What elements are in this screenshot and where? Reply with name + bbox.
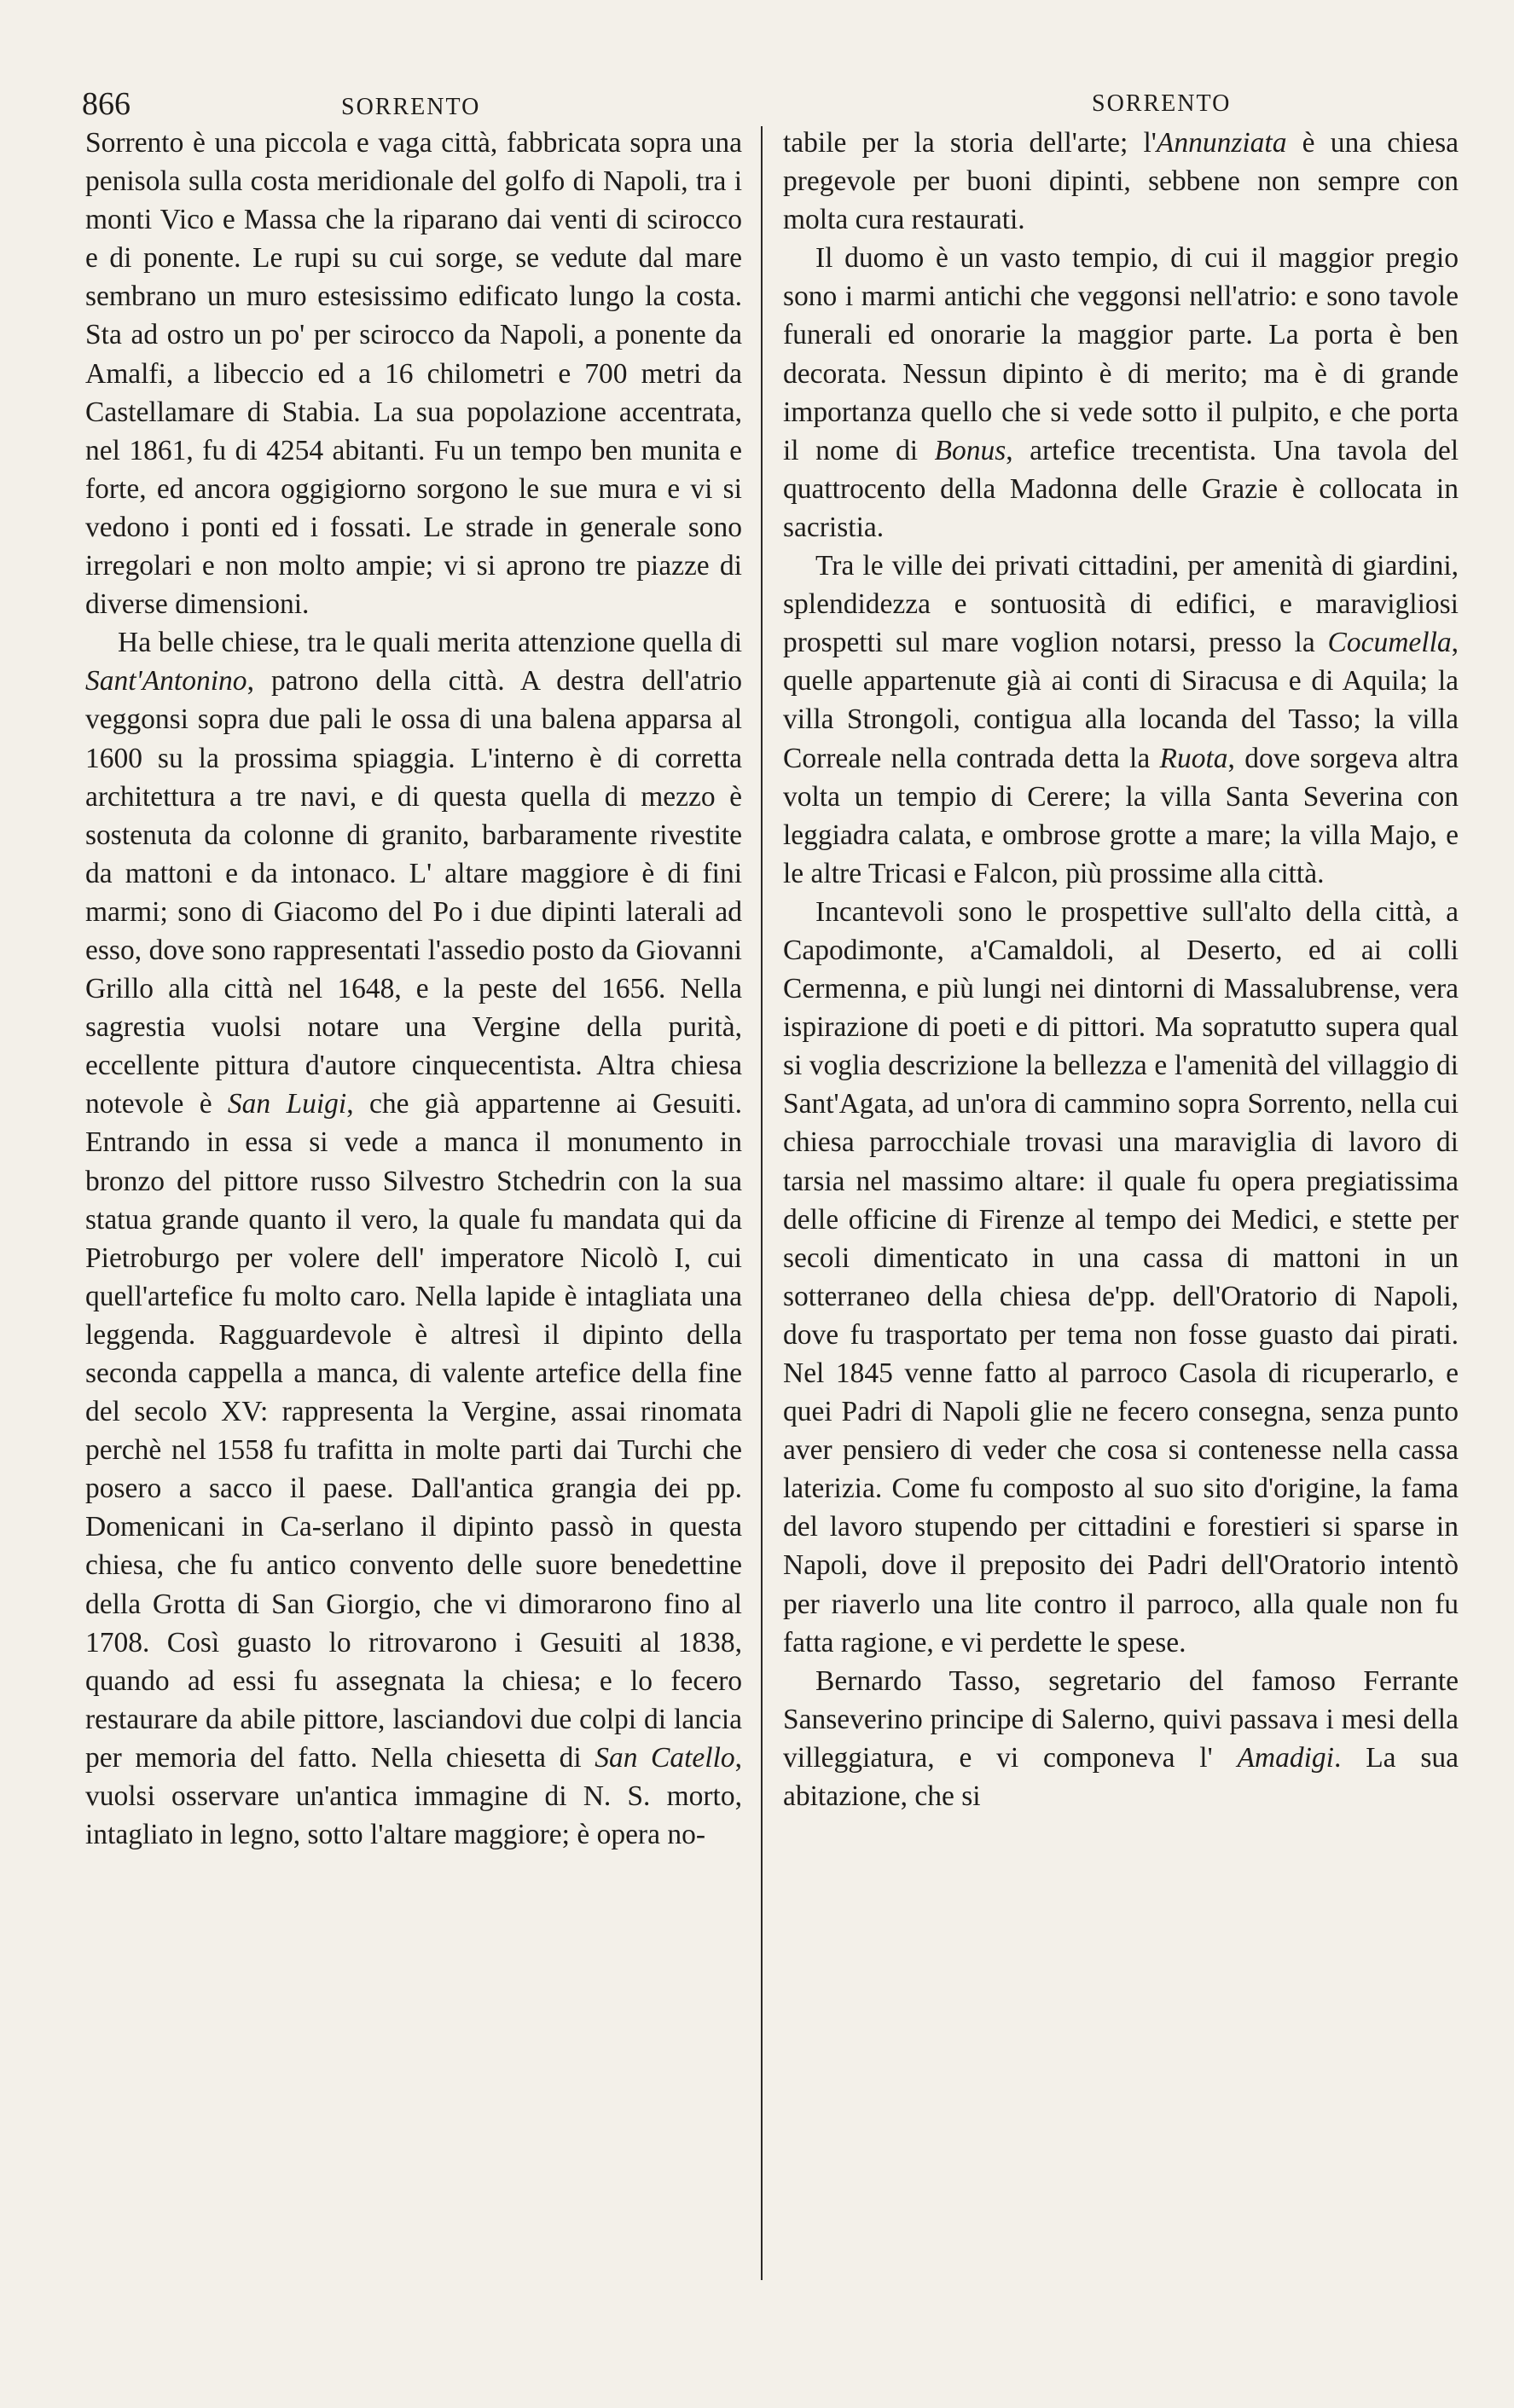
text-run: Ha belle chiese, tra le quali merita attenzione quella di bbox=[118, 627, 742, 659]
text-run: , dove sorgeva altra volta un tempio di Cerere; la villa Santa Severina con leggiadra calata, e ombrose grotte a mare; la villa Majo, e le altre Tricasi e Falcon, più prossime alla città. bbox=[783, 742, 1459, 889]
text-run: è una chiesa pregevole per buoni dipinti, sebbene non sempre con molta cura restaurati. bbox=[783, 127, 1459, 236]
italic-name: Cocumella bbox=[1327, 627, 1452, 659]
text-run: , che già appartenne ai Gesuiti. Entrando in essa si vede a manca il monumento in bronzo del pittore russo Silvestro Stchedrin con la sua statua grande quanto il vero, la quale fu mandata qui da Pietroburgo per volere dell' imperatore Nicolò I, cui quell'artefice fu molto caro. Nella lapide è intagliata una leggenda. Ragguardevole è altresì il dipinto della seconda cappella a manca, di valente artefice della fine del secolo XV: rappresenta la Vergine, assai rinomata perchè nel 1558 fu trafitta in molte parti dai Turchi che posero a sacco il paese. Dall'antica grangia dei pp. Domenicani in Ca-serlano il dipinto passò in questa chiesa, che fu antico convento delle suore benedettine della Grotta di San Giorgio, che vi dimorarono fino al 1708. Così guasto lo ritrovarono i Gesuiti al 1838, quando ad essi fu assegnata la chiesa; e lo fecero restaurare da abile pittore, lasciandovi due colpi di lancia per memoria del fatto. Nella chiesetta di bbox=[85, 1088, 742, 1774]
text-run: . La sua abitazione, che si bbox=[783, 1741, 1459, 1813]
italic-name: Sant'Antonino bbox=[85, 665, 247, 698]
italic-name: Ruota bbox=[1159, 742, 1228, 774]
italic-name: San Catello bbox=[595, 1741, 735, 1774]
running-title-left: SORRENTO bbox=[341, 94, 481, 120]
italic-name: Annunziata bbox=[1156, 127, 1287, 159]
paragraph bbox=[783, 1662, 1459, 1815]
paragraph bbox=[783, 547, 1459, 893]
paragraph bbox=[85, 124, 742, 623]
paragraph bbox=[783, 893, 1459, 1662]
text-run: , quelle appartenute già ai conti di Siracusa e di Aquila; la villa Strongoli, contigua alla locanda del Tasso; la villa Correale nella contrada detta la bbox=[783, 627, 1459, 774]
running-title-right: SORRENTO bbox=[1092, 90, 1232, 117]
text-run: Il duomo è un vasto tempio, di cui il maggior pregio sono i marmi antichi che veggonsi nell'atrio: e sono tavole funerali ed onorarie la maggior parte. La porta è ben decorata. Nessun dipinto è di merito; ma è di grande importanza quello che si vede sotto il pulpito, e che porta il nome di bbox=[783, 242, 1459, 466]
paragraph bbox=[85, 623, 742, 1854]
text-run: tabile per la storia dell'arte; l' bbox=[783, 127, 1157, 159]
italic-name: Amadigi bbox=[1237, 1741, 1334, 1774]
text-run: Sorrento è una piccola e vaga città, fabbricata sopra una penisola sulla costa meridionale del golfo di Napoli, tra i monti Vico e Massa che la riparano dai venti di scirocco e di ponente. Le rupi su cui sorge, se vedute dal mare sembrano un muro estesissimo edificato lungo la costa. Sta ad ostro un po' per scirocco da Napoli, a ponente da Amalfi, a libeccio ed a 16 chilometri e 700 metri da Castellamare di Stabia. La sua popolazione accentrata, nel 1861, fu di 4254 abitanti. Fu un tempo ben munita e forte, ed ancora oggigiorno sorgono le sue mura e vi si vedono i ponti ed i fossati. Le strade in generale sono irregolari e non molto ampie; vi si aprono tre piazze di diverse dimensioni. bbox=[85, 127, 742, 621]
paragraph bbox=[783, 124, 1459, 239]
text-run: Incantevoli sono le prospettive sull'alto della città, a Capodimonte, a'Camaldoli, al Deserto, ed ai colli Cermenna, e più lungi nei dintorni di Massalubrense, vera ispirazione di poeti e di pittori. Ma sopratutto supera qual si voglia descrizione la bellezza e l'amenità del villaggio di Sant'Agata, ad un'ora di cammino sopra Sorrento, nella cui chiesa parrocchiale trovasi una maraviglia di lavoro di tarsia nel massimo altare: il quale fu opera pregiatissima delle officine di Firenze al tempo dei Medici, e stette per secoli dimenticato in una cassa di mattoni in un sotterraneo della chiesa de'pp. dell'Oratorio di Napoli, dove fu trasportato per tema non fosse guasto dai pirati. Nel 1845 venne fatto al parroco Casola di ricuperarlo, e quei Padri di Napoli glie ne fecero consegna, senza punto aver pensiero di veder che cosa si contenesse nella cassa laterizia. Come fu composto al suo sito d'origine, la fama del lavoro stupendo per cittadini e forestieri si sparse in Napoli, dove il preposito dei Padri dell'Oratorio intentò per riaverlo una lite contro il parroco, alla quale non fu fatta ragione, e vi perdette le spese. bbox=[783, 895, 1459, 1658]
paragraph bbox=[783, 239, 1459, 547]
text-run: Tra le ville dei privati cittadini, per amenità di giardini, splendidezza e sontuosità di edifici, e maravigliosi prospetti sul mare voglion notarsi, presso la bbox=[783, 550, 1459, 659]
right-column bbox=[783, 124, 1459, 1815]
text-run: , vuolsi osservare un'antica immagine di N. S. morto, intagliato in legno, sotto l'altare maggiore; è opera no- bbox=[85, 1741, 742, 1851]
text-run: , patrono della città. A destra dell'atrio veggonsi sopra due pali le ossa di una balena apparsa al 1600 su la prossima spiaggia. L'interno è di corretta architettura a tre navi, e di questa quella di mezzo è sostenuta da colonne di granito, barbaramente rivestite da mattoni e da intonaco. L' altare maggiore è di fini marmi; sono di Giacomo del Po i due dipinti laterali ad esso, dove sono rappresentati l'assedio posto da Giovanni Grillo alla città nel 1648, e la peste del 1656. Nella sagrestia vuolsi notare una Vergine della purità, eccellente pittura d'autore cinquecentista. Altra chiesa notevole è bbox=[85, 665, 742, 1120]
column-divider bbox=[761, 126, 763, 2280]
text-run: , artefice trecentista. Una tavola del quattrocento della Madonna delle Grazie è collocata in sacristia. bbox=[783, 434, 1459, 543]
italic-name: Bonus bbox=[934, 434, 1006, 466]
left-column bbox=[85, 124, 742, 1854]
text-run: Bernardo Tasso, segretario del famoso Ferrante Sanseverino principe di Salerno, quivi passava i mesi della villeggiatura, e vi componeva l' bbox=[783, 1664, 1459, 1774]
page-number: 866 bbox=[82, 86, 131, 122]
italic-name: San Luigi bbox=[227, 1088, 347, 1120]
